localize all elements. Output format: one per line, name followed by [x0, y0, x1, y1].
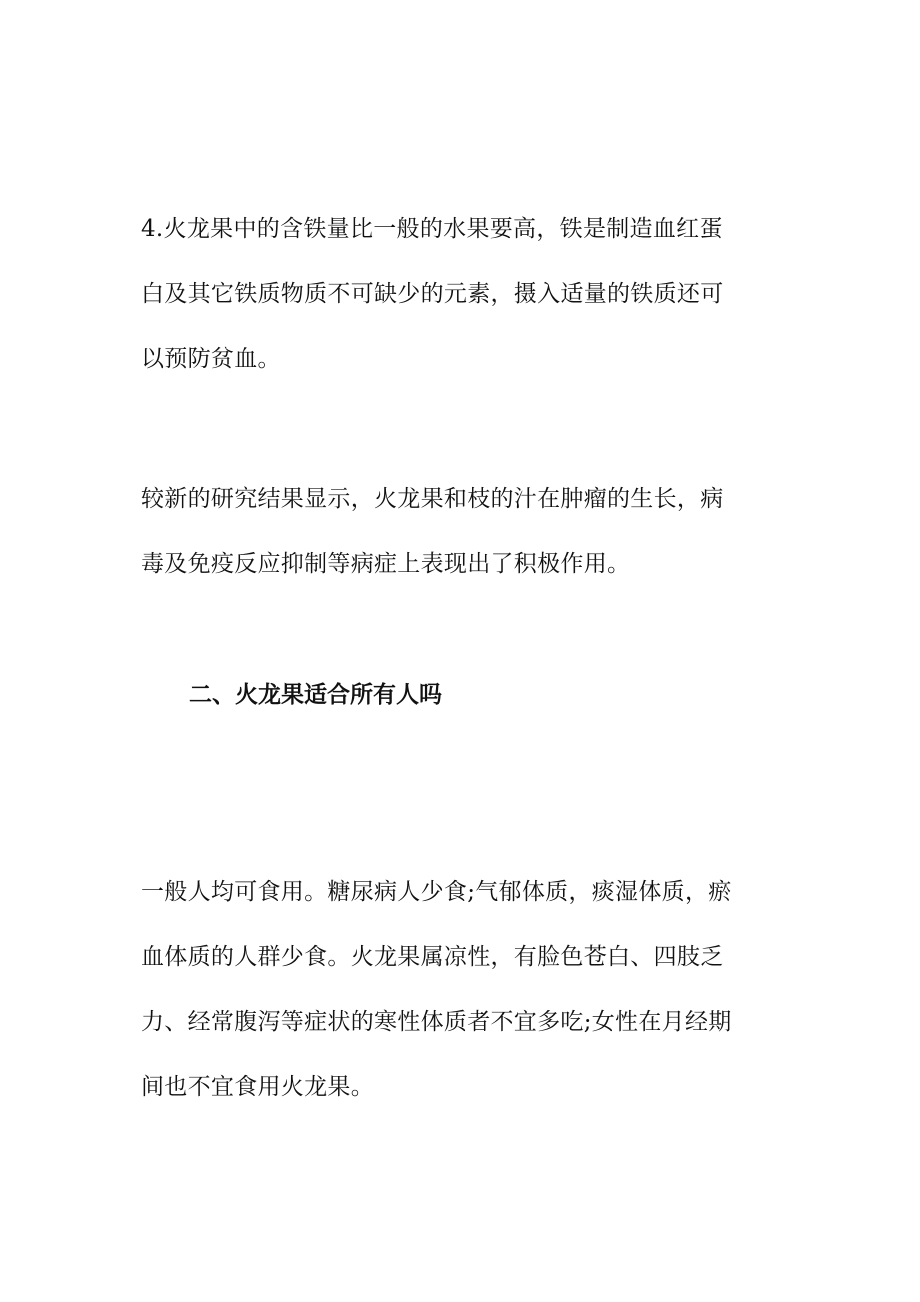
paragraph-line: 一般人均可食用。糖尿病人少食;气郁体质，痰湿体质，瘀 — [141, 879, 732, 905]
paragraph-line: 间也不宜食用火龙果。 — [141, 1074, 374, 1100]
paragraph-line: 以预防贫血。 — [141, 346, 281, 372]
paragraph-line: 血体质的人群少食。火龙果属凉性，有脸色苍白、四肢乏 — [141, 944, 724, 970]
paragraph-iron-content — [141, 197, 781, 392]
paragraph-line: 较新的研究结果显示，火龙果和枝的汁在肿瘤的生长，病 — [141, 486, 724, 512]
section-heading: 二、火龙果适合所有人吗 — [189, 682, 442, 708]
paragraph-line: 力、经常腹泻等症状的寒性体质者不宜多吃;女性在月经期 — [141, 1009, 732, 1035]
paragraph-line: 白及其它铁质物质不可缺少的元素，摄入适量的铁质还可 — [141, 281, 724, 307]
paragraph-line: 毒及免疫反应抑制等病症上表现出了积极作用。 — [141, 551, 631, 577]
paragraph-line: 4.火龙果中的含铁量比一般的水果要高，铁是制造血红蛋 — [141, 216, 723, 242]
paragraph-suitability — [141, 860, 781, 1120]
paragraph-research-results — [141, 467, 781, 597]
